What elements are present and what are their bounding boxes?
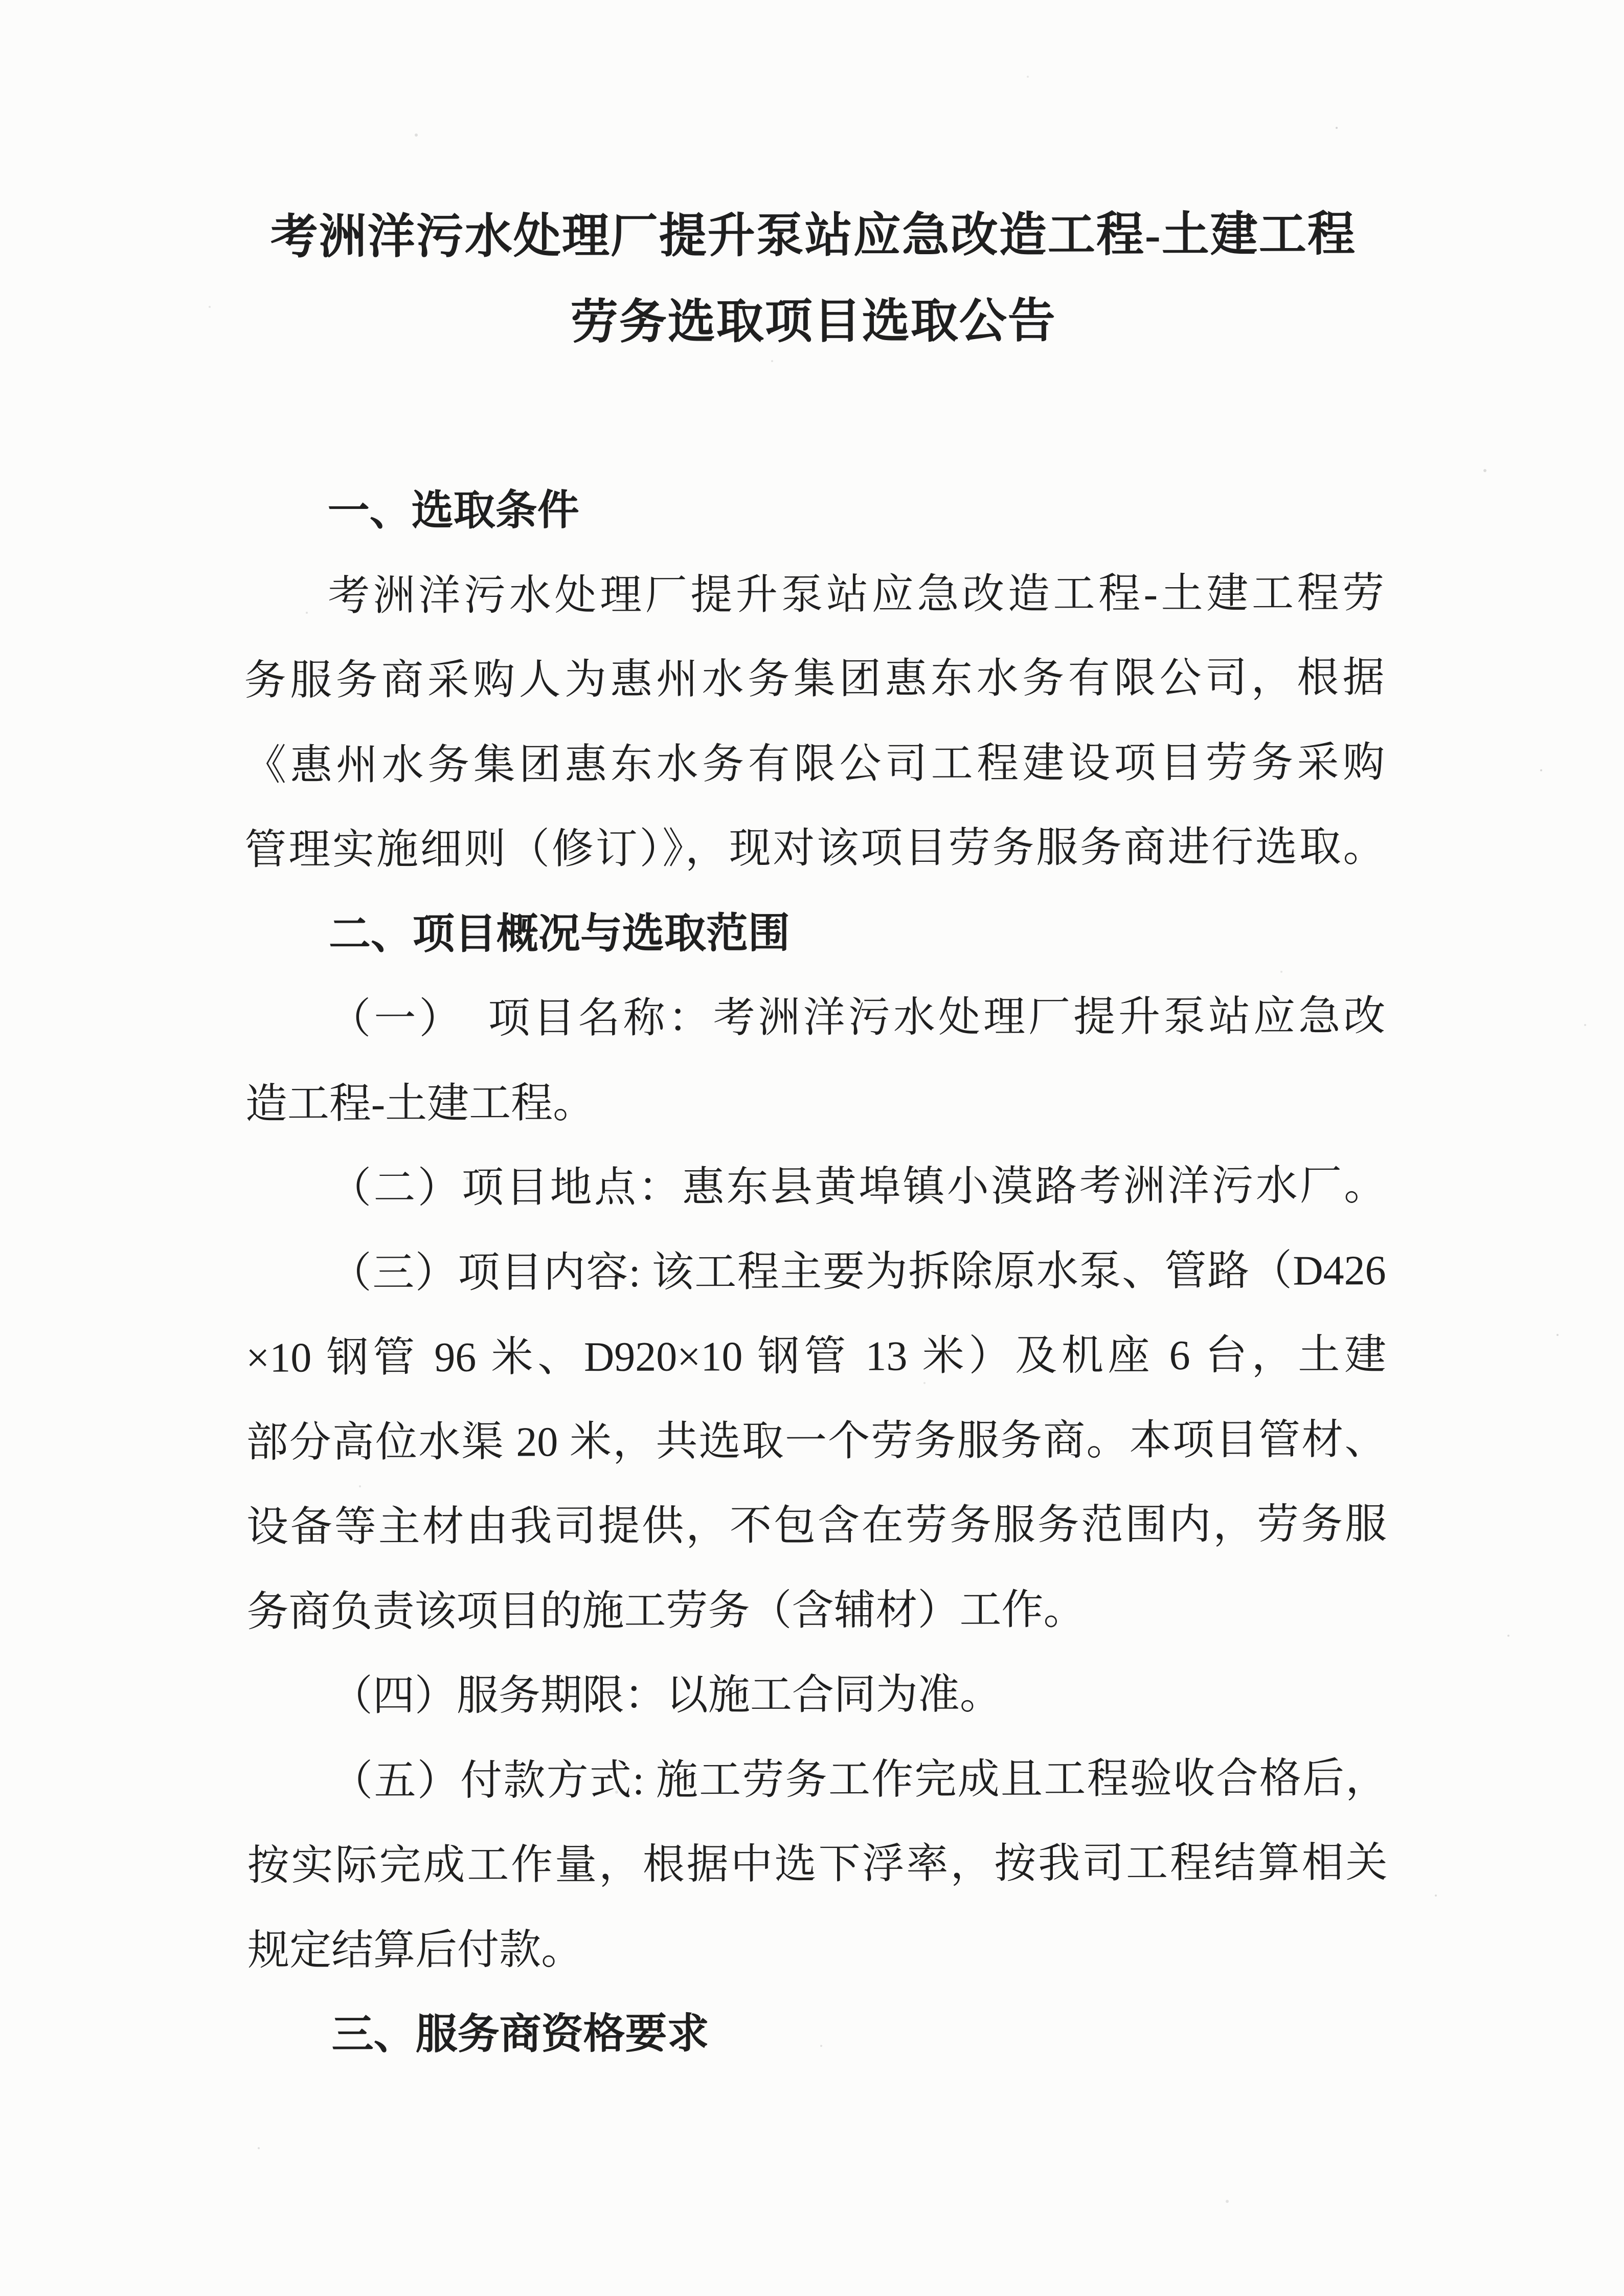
- document-body: [244, 466, 1388, 2077]
- item-project-content-line: ×10 钢管 96 米、D920×10 钢管 13 米）及机座 6 台，土建: [245, 1331, 1387, 1381]
- document-title-line-1: 考洲洋污水处理厂提升泵站应急改造工程-土建工程: [270, 208, 1356, 264]
- paragraph-line: 管理实施细则（修订）》，现对该项目劳务服务商进行选取。: [244, 823, 1385, 873]
- item-project-content-line: 部分高位水渠 20 米，共选取一个劳务服务商。本项目管材、: [246, 1416, 1387, 1466]
- item-project-content-line: （三）项目内容: 该工程主要为拆除原水泵、管路（D426: [329, 1246, 1386, 1296]
- item-project-content-line: 务商负责该项目的施工劳务（含辅材）工作。: [246, 1586, 1086, 1635]
- paragraph-line: 考洲洋污水处理厂提升泵站应急改造工程-土建工程劳: [328, 569, 1385, 619]
- item-project-content-line: 设备等主材由我司提供，不包含在劳务服务范围内，劳务服: [246, 1501, 1387, 1550]
- item-project-name-line: （一） 项目名称：考洲洋污水处理厂提升泵站应急改: [329, 993, 1386, 1042]
- item-payment-method-line: 按实际完成工作量，根据中选下浮率，按我司工程结算相关: [247, 1839, 1388, 1889]
- item-project-location-line: （二）项目地点：惠东县黄埠镇小漠路考洲洋污水厂。: [329, 1162, 1386, 1212]
- paragraph-line: 《惠州水务集团惠东水务有限公司工程建设项目劳务采购: [244, 739, 1385, 789]
- heading-project-overview: 二、项目概况与选取范围: [328, 909, 791, 957]
- item-payment-method-line: 规定结算后付款。: [247, 1926, 583, 1974]
- document-title: [243, 192, 1384, 367]
- heading-supplier-qualifications: 三、服务商资格要求: [331, 2010, 709, 2058]
- item-project-name-line: 造工程-土建工程。: [245, 1079, 595, 1127]
- paragraph-line: 务服务商采购人为惠州水务集团惠东水务有限公司，根据: [244, 654, 1385, 704]
- heading-selection-conditions: 一、选取条件: [327, 487, 579, 534]
- item-payment-method-line: （五）付款方式: 施工劳务工作完成且工程验收合格后，: [331, 1754, 1388, 1804]
- item-service-period-line: （四）服务期限：以施工合同为准。: [330, 1671, 1002, 1720]
- document-title-line-2: 劳务选取项目选取公告: [570, 295, 1056, 349]
